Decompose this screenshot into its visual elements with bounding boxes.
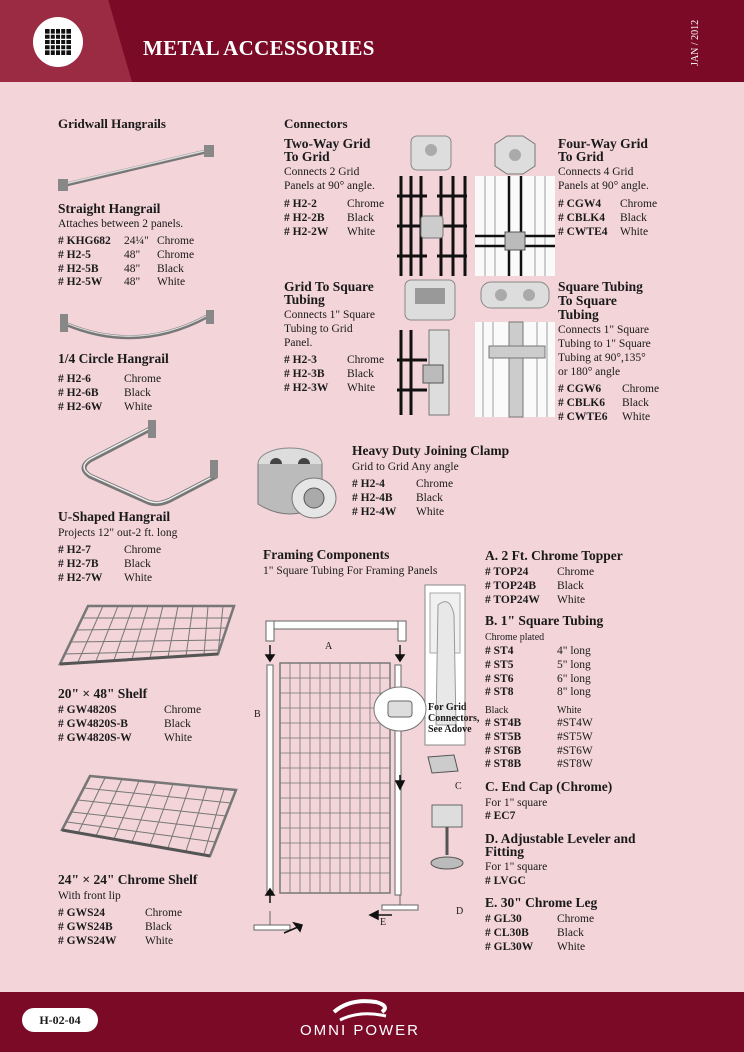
shelf-20x48-title: 20" × 48" Shelf xyxy=(58,686,148,701)
twoway-connector-image xyxy=(397,136,467,276)
brand-name: OMNI POWER xyxy=(300,1022,420,1039)
size: 4" long xyxy=(557,645,591,657)
shelf-24x24-desc: With front lip xyxy=(58,890,121,902)
sku: # CBLK4 xyxy=(558,211,605,224)
sku: # ST6 xyxy=(485,672,514,685)
finish: Chrome xyxy=(347,354,385,366)
part-e-title: E. 30" Chrome Leg xyxy=(485,895,598,910)
fourway-desc-2: Panels at 90° angle. xyxy=(558,180,649,192)
sku: # ST8 xyxy=(485,686,514,699)
finish: Black xyxy=(164,717,191,730)
col-white: White xyxy=(557,705,582,716)
sqsq-desc-3: Tubing at 90°,135° xyxy=(558,352,646,364)
framing-title: Framing Components xyxy=(263,547,390,562)
gridsq-title-1: Grid To Square xyxy=(284,279,374,294)
finish: Chrome xyxy=(157,235,195,247)
part-d-desc: For 1" square xyxy=(485,861,548,873)
finish: Black xyxy=(347,367,374,380)
sku: # H2-2 xyxy=(284,198,317,210)
sku: # TOP24B xyxy=(485,579,537,592)
part-b-title: B. 1" Square Tubing xyxy=(485,613,604,628)
page-number: H-02-04 xyxy=(22,1008,98,1032)
finish: Chrome xyxy=(557,566,595,578)
finish: Chrome xyxy=(124,373,162,385)
label-e: E xyxy=(380,917,387,928)
shelf-24x24-title: 24" × 24" Chrome Shelf xyxy=(58,872,198,887)
sku: # H2-3B xyxy=(284,367,325,380)
finish: Chrome xyxy=(622,383,660,395)
sku: # H2-4 xyxy=(352,478,385,490)
callout-line-1: For Grid xyxy=(428,702,467,713)
finish: White xyxy=(347,381,376,394)
label-a: A xyxy=(325,641,333,652)
sku: # TOP24W xyxy=(485,593,540,606)
sku: # ST6B xyxy=(485,744,522,757)
part-e-list xyxy=(485,913,594,954)
finish: White xyxy=(416,505,445,518)
fourway-list xyxy=(558,198,657,239)
heavy-clamp-title: Heavy Duty Joining Clamp xyxy=(352,443,510,458)
size: 48" xyxy=(124,276,141,289)
sku: # KHG682 xyxy=(58,235,111,247)
shelf-24x24-list xyxy=(58,907,182,948)
sqsq-title-1: Square Tubing xyxy=(558,279,643,294)
sku: # H2-3 xyxy=(284,354,317,366)
shelf-20x48-image xyxy=(58,598,238,678)
framing-diagram xyxy=(250,585,480,965)
finish: Chrome xyxy=(416,478,454,490)
sku: # ST5B xyxy=(485,730,522,743)
page-title: METAL ACCESSORIES xyxy=(143,36,375,60)
part-c-desc: For 1" square xyxy=(485,797,548,809)
sku: # CL30B xyxy=(485,926,529,939)
label-b: B xyxy=(254,709,261,720)
gridsq-desc-1: Connects 1" Square xyxy=(284,309,375,321)
twoway-desc-1: Connects 2 Grid xyxy=(284,166,360,178)
straight-hangrail-desc: Attaches between 2 panels. xyxy=(58,218,184,230)
fourway-desc-1: Connects 4 Grid xyxy=(558,166,634,178)
sku: # CGW4 xyxy=(558,198,602,210)
sku: # GW4820S-B xyxy=(58,717,128,730)
sku: # H2-6 xyxy=(58,373,91,385)
size: 5" long xyxy=(557,658,591,671)
label-d: D xyxy=(456,906,464,917)
finish: Black xyxy=(557,926,584,939)
size: 48" xyxy=(124,262,141,275)
finish: White xyxy=(620,225,649,238)
sku: # H2-5W xyxy=(58,276,103,289)
finish: White xyxy=(164,731,193,744)
grid-icon xyxy=(33,17,83,67)
sku: # GL30W xyxy=(485,940,534,953)
finish: Chrome xyxy=(620,198,658,210)
sku: # H2-4B xyxy=(352,491,393,504)
finish: Black xyxy=(145,920,172,933)
straight-hangrail-image xyxy=(56,143,216,193)
size: 6" long xyxy=(557,672,591,685)
framing-desc: 1" Square Tubing For Framing Panels xyxy=(263,565,438,577)
u-hangrail-list xyxy=(58,544,161,585)
part-d-title-1: D. Adjustable Leveler and xyxy=(485,831,636,846)
part-b-list-2 xyxy=(485,717,593,772)
sku: # H2-7 xyxy=(58,544,91,556)
finish: Black xyxy=(620,211,647,224)
straight-hangrail-list xyxy=(58,235,194,290)
sku: # H2-7B xyxy=(58,557,99,570)
sku: # CWTE6 xyxy=(558,410,608,423)
part-b-note: Chrome plated xyxy=(485,632,545,643)
u-hangrail-desc: Projects 12" out-2 ft. long xyxy=(58,527,178,539)
finish: Chrome xyxy=(124,544,162,556)
circle-hangrail-list xyxy=(58,373,161,414)
size: 24¼" xyxy=(124,235,149,247)
sqsq-title-3: Tubing xyxy=(558,307,599,322)
white-sku: #ST6W xyxy=(557,744,593,757)
finish: White xyxy=(145,934,174,947)
finish: Black xyxy=(124,557,151,570)
part-c-title: C. End Cap (Chrome) xyxy=(485,779,613,794)
sku: # TOP24 xyxy=(485,566,529,578)
finish: Black xyxy=(157,262,184,275)
sku: # H2-4W xyxy=(352,505,397,518)
sku: # H2-3W xyxy=(284,381,329,394)
finish: Chrome xyxy=(157,248,195,261)
finish: White xyxy=(347,225,376,238)
connectors-section-title: Connectors xyxy=(284,116,348,131)
gridwall-section-title: Gridwall Hangrails xyxy=(58,116,166,131)
callout-line-2: Connectors, xyxy=(428,713,480,724)
finish: White xyxy=(157,276,186,289)
sku: # CWTE4 xyxy=(558,225,608,238)
white-sku: #ST8W xyxy=(557,758,593,771)
shelf-24x24-image xyxy=(60,770,240,865)
part-a-title: A. 2 Ft. Chrome Topper xyxy=(485,548,623,563)
circle-hangrail-image xyxy=(58,310,218,346)
sku: # H2-2B xyxy=(284,211,325,224)
sku: # H2-7W xyxy=(58,571,103,584)
part-b-col-headers xyxy=(485,704,581,718)
sqsq-connector-image xyxy=(475,282,555,417)
sku: # ST4 xyxy=(485,645,514,657)
sku: # ST5 xyxy=(485,658,514,671)
sku: # GW4820S-W xyxy=(58,731,132,744)
fourway-title-1: Four-Way Grid xyxy=(558,136,648,151)
u-hangrail-title: U-Shaped Hangrail xyxy=(58,509,171,524)
fourway-title-2: To Grid xyxy=(558,149,604,164)
sku: # GWS24 xyxy=(58,907,105,919)
sku: # CGW6 xyxy=(558,383,602,395)
part-d-title-2: Fitting xyxy=(485,844,524,859)
connector-callout xyxy=(428,702,479,735)
finish: Chrome xyxy=(164,704,202,716)
sku: # ST8B xyxy=(485,758,522,771)
fourway-connector-image xyxy=(475,136,555,276)
part-b-list xyxy=(485,645,591,700)
part-a-list xyxy=(485,566,594,607)
gridsq-title-2: Tubing xyxy=(284,292,325,307)
straight-hangrail-title: Straight Hangrail xyxy=(58,201,161,216)
twoway-list xyxy=(284,198,384,239)
white-sku: #ST5W xyxy=(557,730,593,743)
circle-hangrail-title: 1/4 Circle Hangrail xyxy=(58,351,169,366)
date-label: JAN / 2012 xyxy=(690,19,701,66)
size: 48" xyxy=(124,248,141,261)
finish: Black xyxy=(416,491,443,504)
size: 8" long xyxy=(557,686,591,699)
sku: # ST4B xyxy=(485,717,522,729)
finish: Black xyxy=(347,211,374,224)
gridsq-list xyxy=(284,354,384,395)
sqsq-desc-1: Connects 1" Square xyxy=(558,324,649,336)
sku: # CBLK6 xyxy=(558,396,605,409)
twoway-title-1: Two-Way Grid xyxy=(284,136,371,151)
finish: White xyxy=(557,940,586,953)
finish: White xyxy=(124,400,153,413)
sku: # H2-5 xyxy=(58,248,91,261)
sku: # H2-2W xyxy=(284,225,329,238)
finish: Chrome xyxy=(145,907,183,919)
sku: # GWS24W xyxy=(58,934,117,947)
gridsq-desc-3: Panel. xyxy=(284,337,313,349)
heavy-clamp-desc: Grid to Grid Any angle xyxy=(352,461,459,473)
finish: White xyxy=(124,571,153,584)
sqsq-list xyxy=(558,383,659,424)
sku: # GL30 xyxy=(485,913,522,925)
heavy-clamp-list xyxy=(352,478,453,519)
finish: Chrome xyxy=(347,198,385,210)
finish: White xyxy=(622,410,651,423)
sku: # GWS24B xyxy=(58,920,113,933)
sqsq-desc-4: or 180° angle xyxy=(558,366,621,378)
finish: Black xyxy=(124,386,151,399)
shelf-20x48-list xyxy=(58,704,201,745)
twoway-desc-2: Panels at 90° angle. xyxy=(284,180,375,192)
finish: Black xyxy=(557,579,584,592)
white-sku: #ST4W xyxy=(557,717,593,729)
heavy-clamp-image xyxy=(256,444,348,532)
finish: Black xyxy=(622,396,649,409)
sku: # H2-5B xyxy=(58,262,99,275)
sku: # GW4820S xyxy=(58,704,117,716)
finish: White xyxy=(557,593,586,606)
sku: # H2-6B xyxy=(58,386,99,399)
label-c: C xyxy=(455,781,462,792)
gridsq-connector-image xyxy=(397,280,467,415)
twoway-title-2: To Grid xyxy=(284,149,330,164)
finish: Chrome xyxy=(557,913,595,925)
part-c-sku: # EC7 xyxy=(485,810,516,822)
sku: # H2-6W xyxy=(58,400,103,413)
col-black: Black xyxy=(485,705,509,716)
sqsq-desc-2: Tubing to 1" Square xyxy=(558,338,651,350)
gridsq-desc-2: Tubing to Grid xyxy=(284,323,353,335)
u-hangrail-image xyxy=(60,420,220,510)
callout-line-3: See Adove xyxy=(428,724,472,735)
part-d-sku: # LVGC xyxy=(485,875,526,887)
sqsq-title-2: To Square xyxy=(558,293,617,308)
